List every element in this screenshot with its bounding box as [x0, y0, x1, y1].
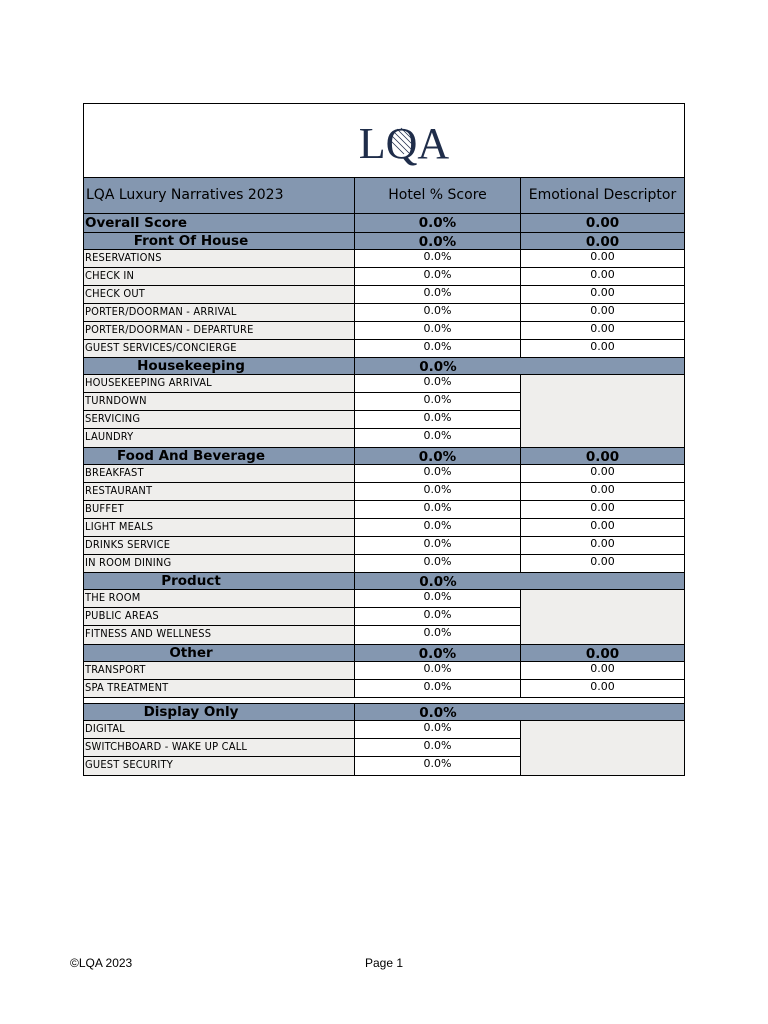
empty-emotion-cell [521, 721, 684, 775]
item-emotion: 0.00 [590, 555, 615, 568]
item-score: 0.0% [355, 721, 521, 738]
item-label: SERVICING [84, 411, 355, 428]
table-row [84, 375, 521, 393]
section-label: Other [84, 645, 355, 661]
table-row [84, 537, 684, 555]
item-score: 0.0% [355, 429, 521, 447]
section-emotion-empty [521, 573, 684, 589]
table-row [84, 411, 521, 429]
item-label: THE ROOM [84, 590, 355, 607]
item-score: 0.0% [355, 411, 521, 428]
item-emotion: 0.00 [590, 483, 615, 496]
logo-text: LQA [358, 119, 450, 168]
table-row [84, 757, 521, 775]
item-score: 0.0% [355, 375, 521, 392]
table-row [84, 555, 684, 573]
item-emotion: 0.00 [590, 340, 615, 353]
section-front-of-house [84, 233, 684, 250]
item-label: PORTER/DOORMAN - DEPARTURE [84, 322, 355, 339]
item-label: BREAKFAST [84, 465, 355, 482]
display-only-block [84, 721, 684, 775]
overall-emotion: 0.00 [585, 215, 620, 231]
table-row [84, 268, 684, 286]
section-housekeeping [84, 358, 684, 375]
item-label: GUEST SECURITY [84, 757, 355, 775]
item-label: SPA TREATMENT [84, 680, 355, 697]
item-label: DRINKS SERVICE [84, 537, 355, 554]
item-score: 0.0% [355, 555, 521, 572]
table-row [84, 250, 684, 268]
section-emotion-empty [521, 358, 684, 374]
item-emotion: 0.00 [590, 662, 615, 675]
section-food-and-beverage [84, 448, 684, 465]
section-score: 0.0% [419, 574, 457, 589]
section-other [84, 645, 684, 662]
table-row [84, 501, 684, 519]
item-label: RESTAURANT [84, 483, 355, 500]
table-row [84, 739, 521, 757]
item-score: 0.0% [355, 268, 521, 285]
header-row [84, 178, 684, 214]
section-product [84, 573, 684, 590]
item-label: BUFFET [84, 501, 355, 518]
item-label: SWITCHBOARD - WAKE UP CALL [84, 739, 355, 756]
item-score: 0.0% [355, 757, 521, 775]
table-row [84, 680, 684, 698]
item-emotion: 0.00 [590, 537, 615, 550]
section-label: Front Of House [84, 233, 355, 249]
item-label: PUBLIC AREAS [84, 608, 355, 625]
table-row [84, 429, 521, 447]
section-score: 0.0% [355, 448, 521, 464]
overall-label: Overall Score [84, 214, 355, 232]
section-label: Housekeeping [84, 358, 355, 374]
item-score: 0.0% [355, 608, 521, 625]
item-emotion: 0.00 [590, 250, 615, 263]
section-emotion-empty [521, 704, 684, 720]
item-label: FITNESS AND WELLNESS [84, 626, 355, 644]
section-display-only [84, 704, 684, 721]
item-score: 0.0% [355, 286, 521, 303]
item-emotion: 0.00 [590, 519, 615, 532]
item-score: 0.0% [355, 662, 521, 679]
lqa-logo [354, 116, 454, 168]
item-label: CHECK IN [84, 268, 355, 285]
item-label: LAUNDRY [84, 429, 355, 447]
header-score-col: Hotel % Score [355, 178, 521, 213]
item-score: 0.0% [355, 393, 521, 410]
section-score: 0.0% [355, 233, 521, 249]
item-label: DIGITAL [84, 721, 355, 738]
section-score: 0.0% [419, 705, 457, 720]
item-score: 0.0% [355, 483, 521, 500]
item-score: 0.0% [355, 250, 521, 267]
section-label: Product [84, 573, 355, 589]
table-row [84, 393, 521, 411]
table-row [84, 483, 684, 501]
table-row [84, 340, 684, 358]
table-row [84, 286, 684, 304]
item-score: 0.0% [355, 537, 521, 554]
item-emotion: 0.00 [590, 322, 615, 335]
housekeeping-block [84, 375, 684, 448]
table-row [84, 322, 684, 340]
item-score: 0.0% [355, 739, 521, 756]
item-score: 0.0% [355, 680, 521, 697]
item-label: GUEST SERVICES/CONCIERGE [84, 340, 355, 357]
logo-row [84, 104, 684, 178]
table-row [84, 662, 684, 680]
section-label: Display Only [84, 704, 355, 720]
table-row [84, 304, 684, 322]
item-score: 0.0% [355, 340, 521, 357]
item-emotion: 0.00 [590, 465, 615, 478]
table-row [84, 519, 684, 537]
header-title: LQA Luxury Narratives 2023 [84, 178, 355, 213]
section-emotion: 0.00 [585, 449, 620, 464]
header-emotion-col: Emotional Descriptor [528, 187, 677, 203]
item-emotion: 0.00 [590, 680, 615, 693]
item-emotion: 0.00 [590, 501, 615, 514]
overall-score: 0.0% [355, 214, 521, 232]
item-score: 0.0% [355, 501, 521, 518]
item-label: PORTER/DOORMAN - ARRIVAL [84, 304, 355, 321]
footer-page-number: Page 1 [365, 956, 404, 970]
table-row [84, 590, 521, 608]
score-sheet [83, 103, 685, 776]
item-label: LIGHT MEALS [84, 519, 355, 536]
empty-emotion-cell [521, 590, 684, 644]
section-emotion: 0.00 [585, 646, 620, 661]
item-score: 0.0% [355, 626, 521, 644]
section-score: 0.0% [355, 645, 521, 661]
item-label: CHECK OUT [84, 286, 355, 303]
item-label: TURNDOWN [84, 393, 355, 410]
item-score: 0.0% [355, 322, 521, 339]
item-label: HOUSEKEEPING ARRIVAL [84, 375, 355, 392]
product-block [84, 590, 684, 645]
item-score: 0.0% [355, 465, 521, 482]
empty-emotion-cell [521, 375, 684, 447]
item-label: RESERVATIONS [84, 250, 355, 267]
table-row [84, 465, 684, 483]
item-emotion: 0.00 [590, 268, 615, 281]
overall-row [84, 214, 684, 233]
footer-copyright: ©LQA 2023 [70, 956, 133, 970]
section-score: 0.0% [419, 359, 457, 374]
item-score: 0.0% [355, 304, 521, 321]
item-score: 0.0% [355, 590, 521, 607]
item-label: IN ROOM DINING [84, 555, 355, 572]
table-row [84, 608, 521, 626]
item-emotion: 0.00 [590, 286, 615, 299]
item-emotion: 0.00 [590, 304, 615, 317]
section-emotion: 0.00 [585, 234, 620, 249]
table-row [84, 626, 521, 644]
section-label: Food And Beverage [84, 448, 355, 464]
item-score: 0.0% [355, 519, 521, 536]
table-row [84, 721, 521, 739]
item-label: TRANSPORT [84, 662, 355, 679]
